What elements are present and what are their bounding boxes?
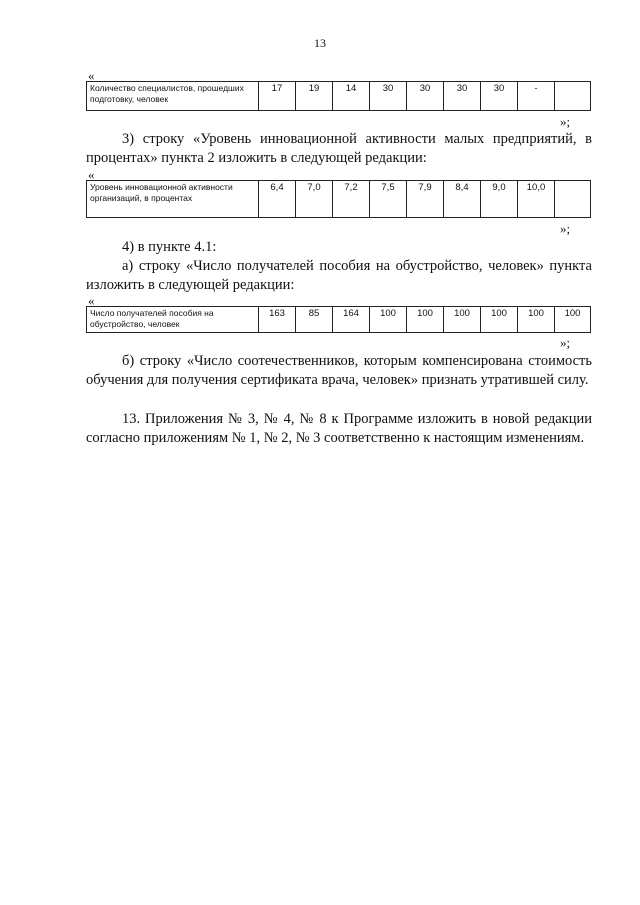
paragraph-item-13: 13. Приложения № 3, № 4, № 8 к Программе изложить в новой редакции согласно приложениям № 1, № 2, № 3 соответственно к настоящим изменениям. (86, 411, 592, 446)
closing-quote: »; (560, 335, 571, 350)
value-cell: - (518, 82, 555, 111)
value-cell: 17 (259, 82, 296, 111)
row-label: Количество специалистов, прошедших подготовку, человек (87, 82, 259, 111)
value-cell: 9,0 (481, 181, 518, 218)
value-cell: 30 (370, 82, 407, 111)
value-cell: 10,0 (518, 181, 555, 218)
value-cell: 100 (407, 307, 444, 333)
allowance-recipients-table (86, 306, 591, 333)
value-cell: 7,0 (296, 181, 333, 218)
opening-quote: « (88, 293, 95, 308)
value-cell (555, 82, 591, 111)
table-row (87, 307, 591, 333)
value-cell: 14 (333, 82, 370, 111)
value-cell: 100 (444, 307, 481, 333)
innovation-activity-table (86, 180, 591, 218)
value-cell: 8,4 (444, 181, 481, 218)
value-cell: 163 (259, 307, 296, 333)
table-row (87, 82, 591, 111)
value-cell: 100 (518, 307, 555, 333)
row-label: Число получателей пособия на обустройство, человек (87, 307, 259, 333)
value-cell: 100 (481, 307, 518, 333)
specialists-table (86, 81, 591, 111)
paragraph-item-4b: б) строку «Число соотечественников, которым компенсирована стоимость обучения для получения сертификата врача, человек» признать утратившей силу. (86, 353, 592, 388)
paragraph-item-4: 4) в пункте 4.1: (122, 239, 217, 255)
value-cell: 7,2 (333, 181, 370, 218)
value-cell: 19 (296, 82, 333, 111)
value-cell: 6,4 (259, 181, 296, 218)
value-cell: 100 (370, 307, 407, 333)
row-label: Уровень инновационной активности организаций, в процентах (87, 181, 259, 218)
opening-quote: « (88, 68, 95, 83)
value-cell: 7,5 (370, 181, 407, 218)
paragraph-item-4a: а) строку «Число получателей пособия на обустройство, человек» пункта изложить в следующей редакции: (86, 258, 592, 293)
value-cell: 100 (555, 307, 591, 333)
page-number: 13 (314, 36, 326, 50)
value-cell: 30 (407, 82, 444, 111)
closing-quote: »; (560, 221, 571, 236)
value-cell: 30 (481, 82, 518, 111)
closing-quote: »; (560, 114, 571, 129)
value-cell: 7,9 (407, 181, 444, 218)
paragraph-item-3: 3) строку «Уровень инновационной активности малых предприятий, в процентах» пункта 2 изложить в следующей редакции: (86, 131, 592, 166)
opening-quote: « (88, 167, 95, 182)
value-cell: 85 (296, 307, 333, 333)
table-row (87, 181, 591, 218)
value-cell: 164 (333, 307, 370, 333)
value-cell (555, 181, 591, 218)
value-cell: 30 (444, 82, 481, 111)
